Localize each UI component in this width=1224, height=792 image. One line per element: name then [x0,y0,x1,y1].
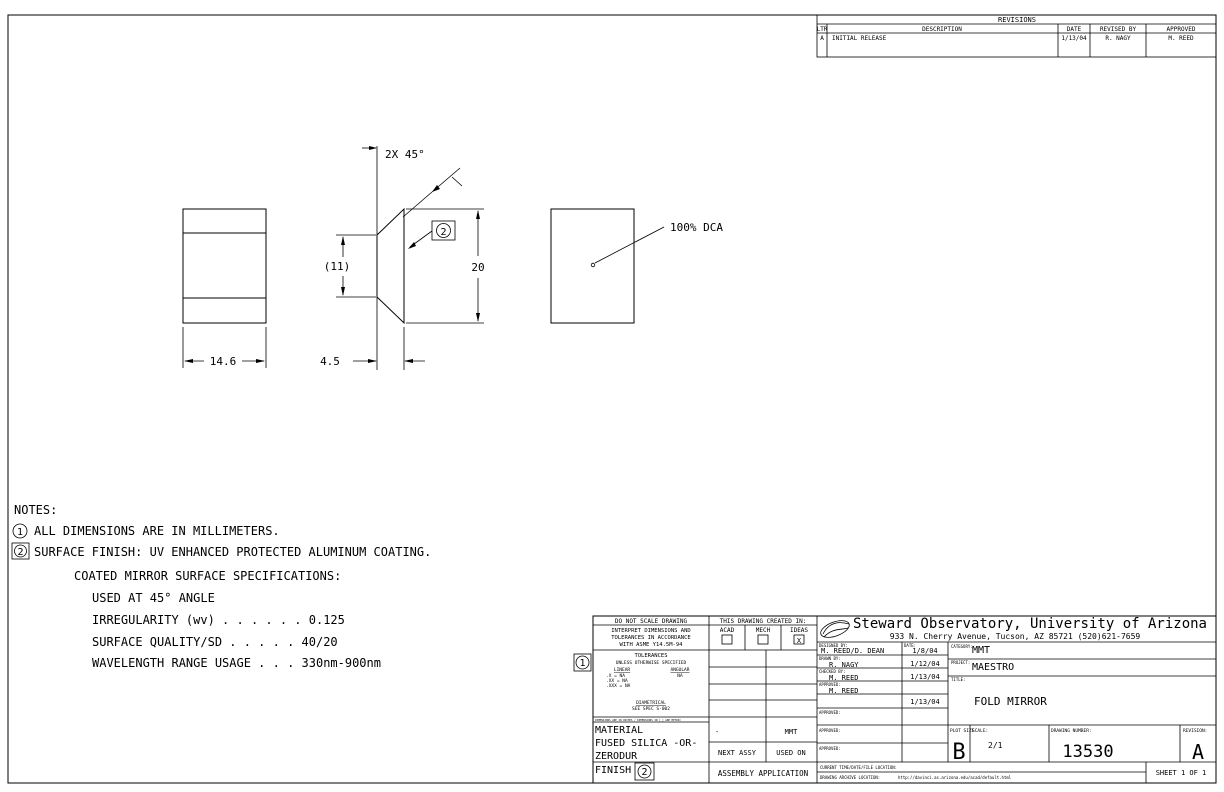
next-assy-value: - [715,728,720,736]
rear-view [551,209,723,323]
clear-aperture-label: 100% DCA [670,221,723,234]
plot-size-label: PLOT SIZE [950,729,975,734]
archive-location-url: http://davinci.as.arizona.edu/acad/default.html [898,775,1012,780]
rev-header-ltr: LTR [816,26,828,33]
current-time-label: CURRENT TIME/DATE/FILE LOCATION: [820,765,898,770]
sheet-number: SHEET 1 OF 1 [1155,769,1207,777]
rev-header-date: DATE [1066,26,1082,33]
revisions-title: REVISIONS [998,16,1036,24]
assembly-application-label: ASSEMBLY APPLICATION [717,769,809,778]
revision-value: A [1191,740,1205,764]
interpret-line3: WITH ASME Y14.5M-94 [619,642,683,648]
organization-address: 933 N. Cherry Avenue, Tucson, AZ 85721 (520)621-7659 [889,632,1141,641]
dim-bevel: 4.5 [320,355,340,368]
spec-angle: USED AT 45° ANGLE [92,591,215,605]
organization-name: Steward Observatory, University of Arizona [852,616,1208,632]
approved-date: 1/13/04 [910,698,940,706]
tolerance-xx: .XX = NA [606,679,628,684]
finish-note-number: 2 [641,767,648,778]
spec-irregularity: IRREGULARITY (wv) . . . . . . 0.125 [92,613,345,627]
archive-location-label: DRAWING ARCHIVE LOCATION: [820,775,881,780]
tolerance-x: .X = NA [606,674,625,679]
tolerances-title: TOLERANCES [634,653,668,659]
drawn-date: 1/12/04 [910,660,940,668]
checked-date: 1/13/04 [910,673,940,681]
created-in-label: THIS DRAWING CREATED IN: [719,618,807,625]
approved-label-2: APPROVED: [819,710,841,715]
callout-note-2: 2 [440,227,447,238]
mech-checkbox [758,635,768,644]
checked-by-label: CHECKED BY: [819,669,846,674]
category-label: CATEGORY: [951,644,973,649]
designed-by-value: M. REED/D. DEAN [821,647,885,655]
rev-row-revised-by: R. NAGY [1105,35,1131,42]
checked-by-value: M. REED [829,674,859,682]
acad-checkbox [722,635,732,644]
plot-size-value: B [952,740,966,765]
rev-row-date: 1/13/04 [1061,35,1087,42]
drawing-title: FOLD MIRROR [974,695,1047,708]
revision-label: REVISION: [1183,729,1208,734]
drawing-number: 13530 [1062,742,1114,762]
ideas-check-mark: X [796,637,802,645]
material-line1: FUSED SILICA -OR- [595,738,698,749]
mech-label: MECH [755,627,771,634]
note1-number: 1 [16,527,24,538]
project-label: PROJECT: [951,660,971,665]
scale-value: 2/1 [988,741,1003,750]
drawn-by-value: R. NAGY [829,661,859,669]
approved-label-4: APPROVED: [819,746,841,751]
project-value: MAESTRO [972,662,1015,673]
front-view [183,209,266,368]
material-label: MATERIAL [595,725,644,736]
designed-date: 1/8/04 [912,647,938,655]
rev-header-revised-by: REVISED BY [1099,26,1137,33]
note2-text: SURFACE FINISH: UV ENHANCED PROTECTED ALUMINUM COATING. [34,545,432,559]
tolerance-angular: NA [677,674,683,679]
drawing-number-label: DRAWING NUMBER: [1051,729,1092,734]
next-assy-label: NEXT ASSY [718,749,756,757]
used-on-label: USED ON [776,749,806,757]
interpret-line1: INTERPRET DIMENSIONS AND [611,628,691,634]
finish-label: FINISH [595,765,632,776]
material-line2: ZERODUR [595,751,638,762]
notes-block [12,503,431,670]
rev-header-approved: APPROVED [1166,26,1196,33]
title-block [574,616,1216,783]
angular-label: ANGULAR [670,668,690,673]
spec-title: COATED MIRROR SURFACE SPECIFICATIONS: [74,569,342,583]
drawn-by-label: DRAWN BY: [819,656,841,661]
title-block-note-1: 1 [579,658,586,669]
notes-title: NOTES: [14,503,58,517]
revisions-table [817,15,1216,57]
ideas-label: IDEAS [789,627,809,634]
used-on-value: MMT [784,728,798,736]
diametrical-label: DIAMETRICAL [636,701,666,706]
linear-label: LINEAR [613,668,631,673]
spec-wavelength: WAVELENGTH RANGE USAGE . . . 330nm-900nm [92,656,381,670]
no-scale-label: DO NOT SCALE DRAWING [614,618,688,625]
title-label: TITLE: [951,677,966,682]
interpret-line2: TOLERANCES IN ACCORDANCE [611,635,691,641]
category-value: MMT [972,645,991,656]
scale-label: SCALE: [972,729,989,734]
side-view [320,146,485,370]
designed-by-label: DESIGNED BY: [819,643,848,648]
approved-label-3: APPROVED: [819,728,841,733]
spec-surface-quality: SURFACE QUALITY/SD . . . . . 40/20 [92,635,338,649]
rev-row-description: INITIAL RELEASE [832,35,887,42]
rev-row-approved: M. REED [1168,35,1194,42]
steward-logo [819,617,852,640]
rev-row-ltr: A [820,35,824,42]
dim-mid: (11) [323,260,351,273]
tolerances-subtitle: UNLESS OTHERWISE SPECIFIED [615,661,687,666]
see-spec-label: SEE SPEC S-002 [632,707,670,712]
dim-width: 14.6 [209,355,237,368]
date-label: DATE: [904,643,917,648]
note1-text: ALL DIMENSIONS ARE IN MILLIMETERS. [34,524,280,538]
approved-value-1: M. REED [829,687,859,695]
dim-height: 20 [471,261,485,274]
approved-label-1: APPROVED: [819,682,841,687]
rev-header-description: DESCRIPTION [922,26,962,33]
dim-chamfer: 2X 45° [385,148,425,161]
note2-number: 2 [17,547,24,558]
dims-units-note: DIMENSIONS ARE IN INCHES / DIMENSIONS IN [ ] ARE METRIC [595,719,681,722]
tolerance-xxx: .XXX = NA [606,684,631,689]
acad-label: ACAD [719,627,735,634]
